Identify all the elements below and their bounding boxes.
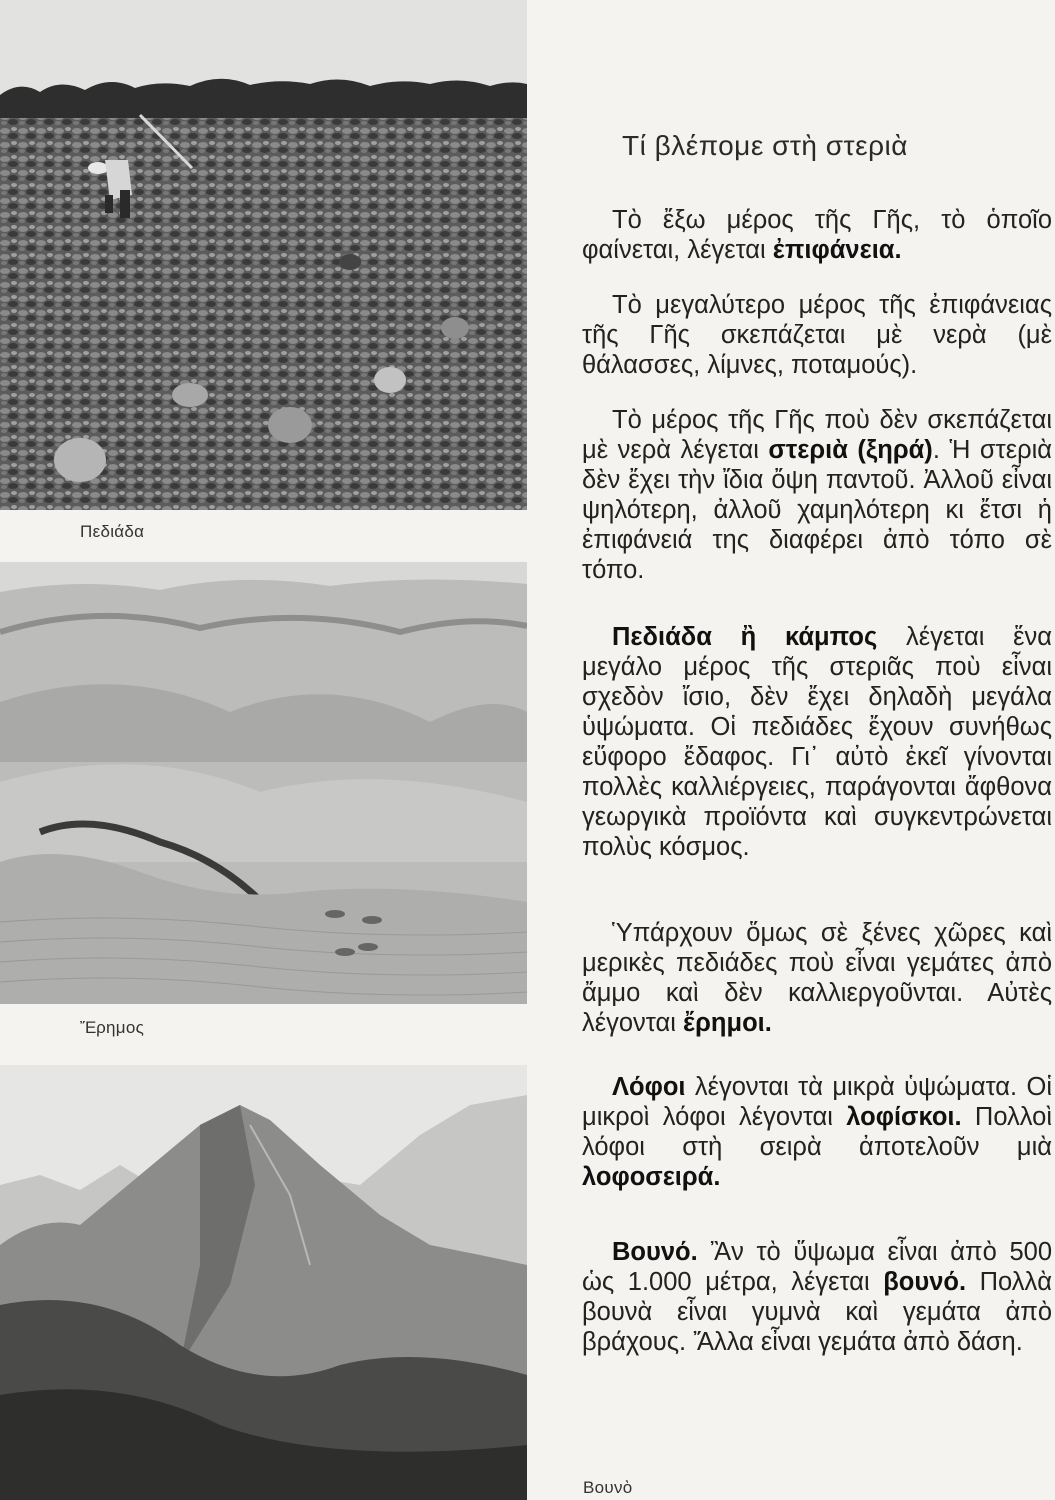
term-plain: Πεδιάδα ἢ κάμπος xyxy=(612,623,878,651)
paragraph-mountain xyxy=(582,1237,1052,1357)
caption-desert: Ἔρημος xyxy=(80,1018,145,1037)
text-run: Τὸ μέρος τῆς Γῆς ποὺ δὲν σκεπάζεται μὲ νερὰ λέγεται xyxy=(582,406,1052,464)
photo-mountain xyxy=(0,1065,527,1500)
text-run: Ὑπάρχουν ὅμως σὲ ξένες χῶρες καὶ μερικὲς πεδιάδες ποὺ εἶναι γεμάτες ἀπὸ ἄμμο καὶ δὲν καλλιεργοῦνται. Αὐτὲς λέγονται xyxy=(582,919,1052,1037)
paragraph-water xyxy=(582,290,1052,380)
caption-plain: Πεδιάδα xyxy=(80,522,145,541)
paragraph-hills xyxy=(582,1072,1052,1192)
paragraph-land xyxy=(582,405,1052,585)
text-run: λέγονται τὰ μικρὰ ὑψώματα. Οἱ μικροὶ λόφοι λέγονται xyxy=(582,1073,1052,1131)
term-desert: ἔρημοι. xyxy=(683,1009,772,1037)
photo-plain xyxy=(0,0,527,510)
paragraph-desert xyxy=(582,918,1052,1038)
term-land: στεριὰ (ξηρά) xyxy=(768,436,933,464)
term-hills: Λόφοι xyxy=(612,1073,686,1101)
term-hill-range: λοφοσειρά. xyxy=(582,1163,721,1191)
text-run: Τὸ ἔξω μέρος τῆς Γῆς, τὸ ὁποῖο φαίνεται, λέγεται xyxy=(582,206,1052,264)
term-surface: ἐπιφάνεια. xyxy=(772,236,902,264)
text-run: Ἂν τὸ ὕψωμα εἶναι ἀπὸ 500 ὡς 1.000 μέτρα, λέγεται xyxy=(582,1238,1052,1296)
paragraph-plain xyxy=(582,622,1052,862)
photo-desert xyxy=(0,562,527,1004)
text-run: λέγεται ἕνα μεγάλο μέρος τῆς στεριᾶς ποὺ εἶναι σχεδὸν ἴσιο, δὲν ἔχει δηλαδὴ μεγάλα ὑψώματα. Οἱ πεδιάδες ἔχουν συνήθως εὔφορο ἔδαφος. Γι᾽ αὐτὸ ἐκεῖ γίνονται πολλὲς καλλιέργειες, παράγονται ἄφθονα γεωργικὰ προϊόντα καὶ συγκεντρώνεται πολὺς κόσμος. xyxy=(582,623,1052,861)
text-run: Πολλὰ βουνὰ εἶναι γυμνὰ καὶ γεμάτα ἀπὸ βράχους. Ἄλλα εἶναι γεμάτα ἀπὸ δάση. xyxy=(582,1268,1052,1356)
text-run: Πολλοὶ λόφοι στὴ σειρὰ ἀποτελοῦν μιὰ xyxy=(582,1103,1052,1161)
term-hillocks: λοφίσκοι. xyxy=(846,1103,962,1131)
caption-mountain: Βουνὸ xyxy=(583,1478,633,1497)
paragraph-surface xyxy=(582,205,1052,265)
text-run: Τὸ μεγαλύτερο μέρος τῆς ἐπιφάνειας τῆς Γῆς σκεπάζεται μὲ νερὰ (μὲ θάλασσες, λίμνες, ποταμούς). xyxy=(582,291,1052,379)
term-mountain: βουνό. xyxy=(883,1268,967,1296)
term-mountain-heading: Βουνό. xyxy=(612,1238,698,1266)
text-run: . Ἡ στεριὰ δὲν ἔχει τὴν ἴδια ὄψη παντοῦ. Ἀλλοῦ εἶναι ψηλότερη, ἀλλοῦ χαμηλότερη κι ἔτσι ἡ ἐπιφάνειά της διαφέρει ἀπὸ τόπο σὲ τόπο. xyxy=(582,436,1052,584)
section-heading: Τί βλέπομε στὴ στεριὰ xyxy=(622,130,908,161)
